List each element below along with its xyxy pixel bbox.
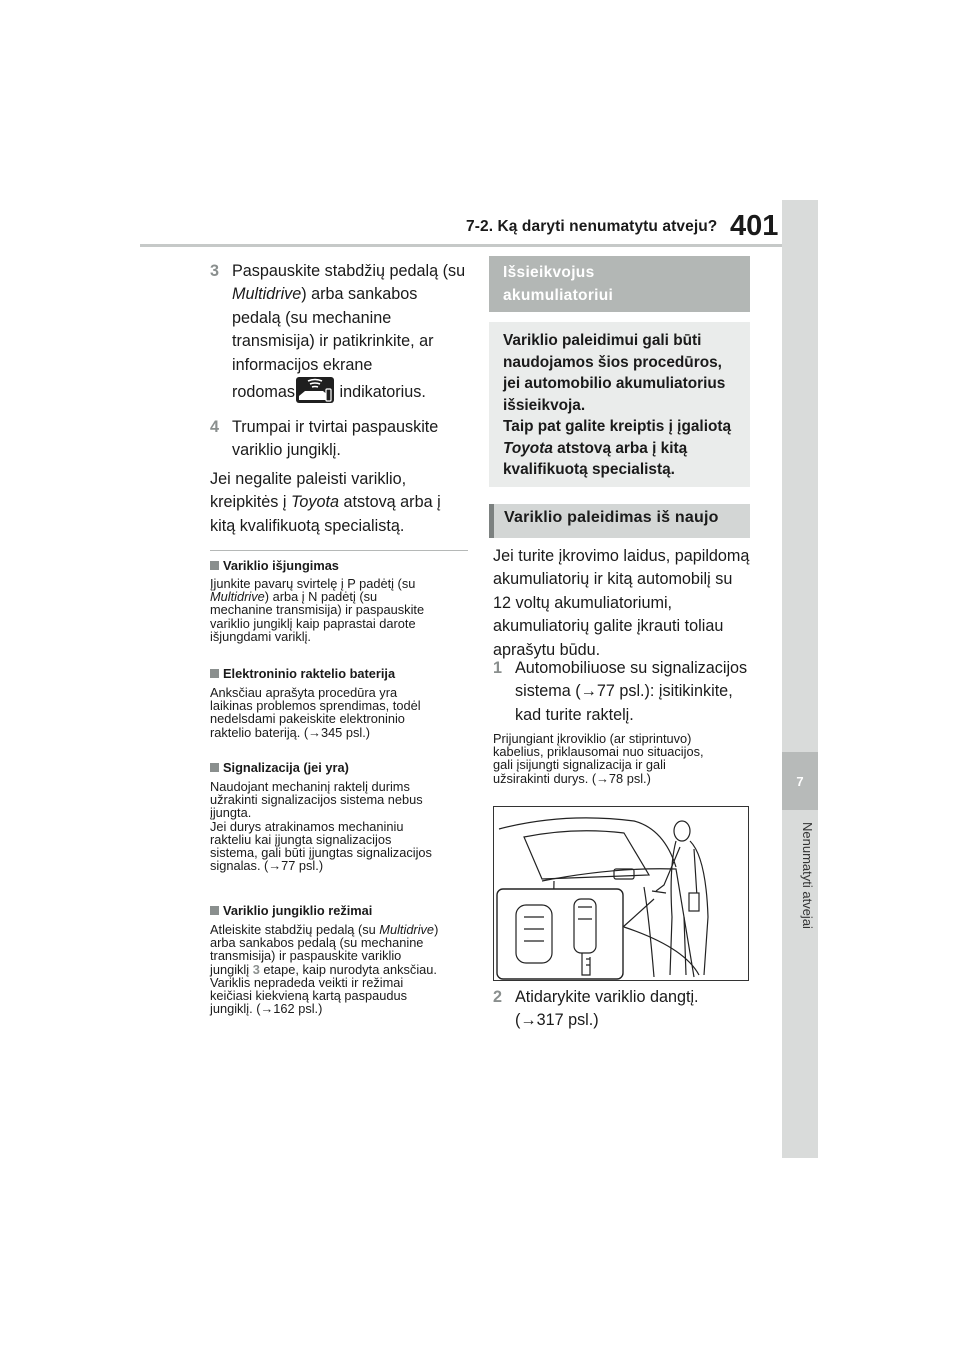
note-heading: Variklio išjungimas xyxy=(210,558,339,574)
text-line: informacijos ekrane xyxy=(232,355,373,374)
section-heading-dead-battery: Išsieikvojus akumuliatoriui xyxy=(489,256,750,312)
chapter-number: 7 xyxy=(782,752,818,810)
text-line: transmisija) ir patikrinkite, ar xyxy=(232,332,434,351)
header-rule xyxy=(140,244,782,247)
note-text: Naudojant mechaninį raktelį durims užrakinti signalizacijos sistema nebus įjungta. Jei durys atrakinamos mechaniniu rakteliu kai įjungta signalizacijos sistema, gali būti įjungtas signalizacijos signalas. (→77 psl.) xyxy=(210,779,432,874)
text-line: variklio jungiklį. xyxy=(232,441,341,460)
text-line: Multidrive) arba sankabos xyxy=(232,285,418,304)
step-number: 4 xyxy=(210,418,220,436)
step-3 xyxy=(210,260,482,404)
note-text: Įjunkite pavarų svirtelę į P padėtį (su Multidrive) arba į N padėtį (su mechanine transmisija) ir paspauskite variklio jungiklį kaip paprastai darote išjungdami variklį. xyxy=(210,576,425,644)
section-title: 7-2. Ką daryti nenumatytu atveju? xyxy=(466,218,718,235)
step-number: 3 xyxy=(210,262,220,280)
info-panel: Variklio paleidimui gali būti naudojamos šios procedūros, jei automobilio akumuliatorius išsieikvoja. Taip pat galite kreiptis į įgaliotą Toyota atstovą arba į kitą kvalifikuotą specialistą. xyxy=(489,322,750,487)
section-heading-restart: Variklio paleidimas iš naujo xyxy=(489,504,750,538)
step-4 xyxy=(210,416,482,463)
text-line: pedalą (su mechanine xyxy=(232,308,392,327)
side-tab xyxy=(782,200,818,1158)
paragraph: Jei turite įkrovimo laidus, papildomą akumuliatorių ir kitą automobilį su 12 voltų akumuliatoriumi, akumuliatorių galite įkrauti toliau aprašytu būdu. xyxy=(493,547,750,659)
separator xyxy=(210,550,468,551)
text-line: Trumpai ir tvirtai paspauskite xyxy=(232,418,439,436)
note-heading: Elektroninio raktelio baterija xyxy=(210,666,395,682)
note-text: Atleiskite stabdžių pedalą (su Multidrive) arba sankabos pedalą (su mechanine transmisija) ir paspauskite variklio jungiklį 3 etape, kaip nurodyta anksčiau. Variklis nepradeda veikti ir režimai keičiasi kiekvieną kartą paspaudus jungiklį. (→162 psl.) xyxy=(210,922,439,1017)
step-1: 1 Automobiliuose su signalizacijos sistema (→77 psl.): įsitikinkite, kad turite raktelį. xyxy=(493,659,748,724)
illustration-car-key xyxy=(493,806,749,981)
note-text: Prijungiant įkroviklio (ar stiprintuvo) kabelius, priklausomai nuo situacijos, gali įsijungti signalizacija ir gali užsirakinti durys. (→78 psl.) xyxy=(493,731,704,786)
text-line: rodomas indikatorius. xyxy=(232,377,482,404)
page-number: 401 xyxy=(730,210,779,242)
paragraph: Jei negalite paleisti variklio, kreipkitės į Toyota atstovą arba į kitą kvalifikuotą specialistą. xyxy=(210,470,441,535)
note-heading: Variklio jungiklio režimai xyxy=(210,903,372,919)
chapter-label: Nenumatyti atvejai xyxy=(800,822,815,929)
text-line: Paspauskite stabdžių pedalą (su xyxy=(232,262,466,280)
note-text: Anksčiau aprašyta procedūra yra laikinas problemos sprendimas, todėl nedelsdami pakeiskite elektroninio raktelio bateriją. (→345 psl.) xyxy=(210,685,421,740)
display-indicator-icon xyxy=(296,377,334,403)
step-number: 1 xyxy=(493,659,503,677)
note-heading: Signalizacija (jei yra) xyxy=(210,760,349,776)
step-number: 2 xyxy=(493,988,503,1006)
car-door-illustration xyxy=(494,807,749,981)
step-2: 2 Atidarykite variklio dangtį. (→317 psl.) xyxy=(493,988,699,1030)
